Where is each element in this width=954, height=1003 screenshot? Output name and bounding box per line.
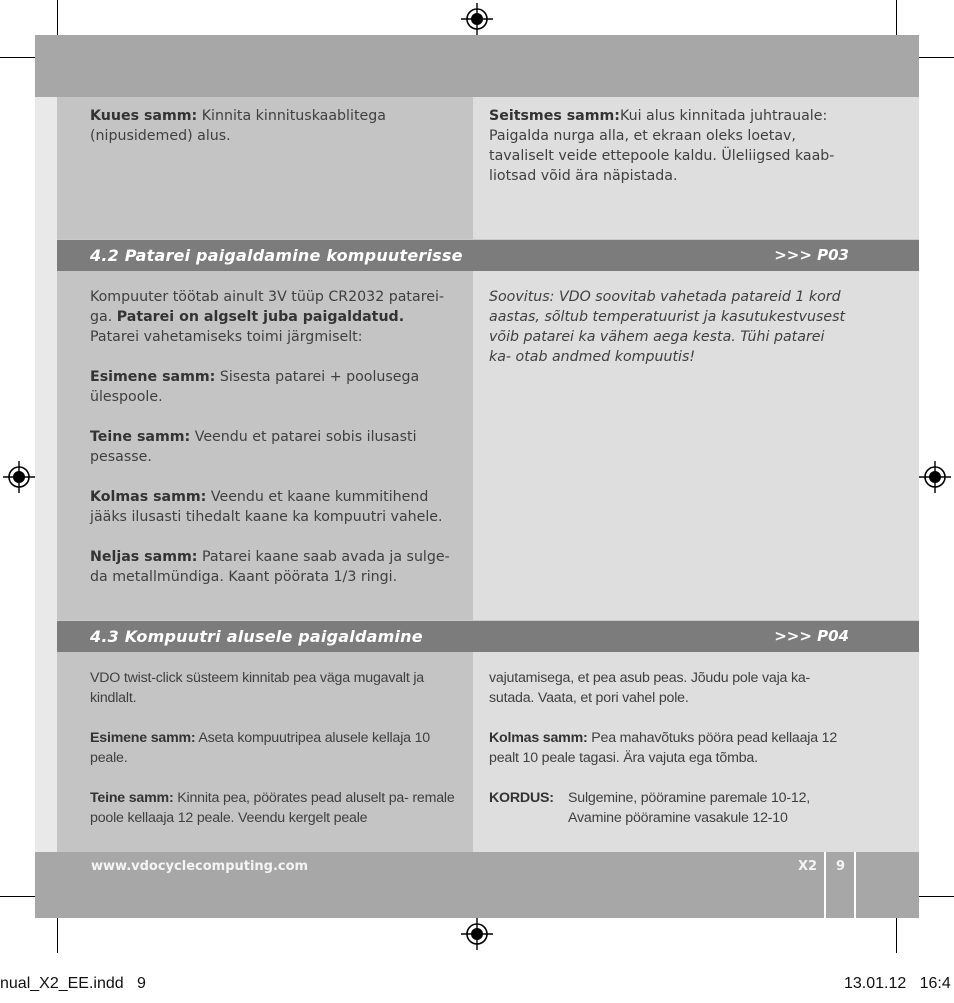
header-band (35, 35, 919, 97)
footer-url: www.vdocyclecomputing.com (91, 859, 309, 874)
section-43-right-text (489, 668, 854, 828)
battery-step-3 (90, 487, 455, 527)
step-label: Kolmas samm: (489, 730, 588, 746)
crop-mark (0, 896, 35, 897)
step-body: Veendu et kaane kummitihend jääks ilusasti tihedalt kaane ka kompuutri vahele. (90, 489, 443, 525)
step-label: Esimene samm: (90, 369, 216, 385)
footer-divider (824, 852, 826, 918)
step-body: Sisesta patarei + poolusega ülespoole. (90, 369, 420, 405)
kordus-label: KORDUS: (489, 790, 554, 806)
kordus-summary (489, 788, 854, 828)
section-43-left-text (90, 668, 455, 848)
section-42-steps (90, 287, 455, 607)
registration-mark-icon (461, 3, 493, 35)
step-body: Kinnita pea, pöörates pead aluselt pa- remale poole kellaaja 12 peale. Veendu kergelt peale (90, 790, 455, 826)
step-label: Neljas samm: (90, 549, 198, 565)
crop-mark (57, 918, 58, 953)
section-43-ref: >>> P04 (774, 627, 849, 645)
crop-mark (896, 918, 897, 953)
crop-mark (919, 896, 954, 897)
step-body: Aseta kompuutripea alusele kellaja 10 peale. (90, 730, 430, 766)
step6-body: Kinnita kinnituskaablitega (nipusidemed) alus. (90, 108, 386, 144)
page-number: 9 (836, 859, 846, 874)
left-margin-strip (35, 97, 57, 852)
intro-bold: Patarei on algselt juba paigaldatud. (116, 309, 405, 325)
kordus-line-2: Avamine pööramine vasakule 12-10 (568, 810, 788, 826)
mount-continued: vajutamisega, et pea asub peas. Jõudu pole vaja ka- sutada. Vaata, et pori vahel pole. (489, 670, 811, 706)
crop-mark (57, 0, 58, 35)
registration-mark-icon (461, 918, 493, 950)
kordus-line-1: Sulgemine, pööramine paremale 10-12, (568, 790, 811, 806)
crop-mark (919, 57, 954, 58)
slug-filename: nual_X2_EE.indd 9 (0, 975, 146, 992)
step-label: Teine samm: (90, 429, 191, 445)
registration-mark-icon (919, 461, 951, 493)
step-label: Kolmas samm: (90, 489, 207, 505)
intro-text: Kompuuter töötab ainult 3V tüüp CR2032 patarei- ga. (90, 289, 445, 325)
crop-mark (0, 57, 35, 58)
battery-step-2 (90, 427, 455, 467)
mount-step-2 (90, 788, 455, 828)
step-body: Pea mahavõtuks pööra pead kellaaja 12 pealt 10 peale tagasi. Ära vajuta ega tõmba. (489, 730, 838, 766)
registration-mark-icon (3, 461, 35, 493)
crop-mark (896, 0, 897, 35)
battery-step-4 (90, 547, 455, 587)
mount-step-1 (90, 728, 455, 768)
section-42-intro (90, 287, 455, 347)
step7-text (489, 106, 859, 186)
step-label: Teine samm: (90, 790, 174, 806)
section-42-ref: >>> P03 (774, 246, 849, 264)
battery-step-1 (90, 367, 455, 407)
section-42-header (57, 240, 919, 271)
battery-note: Soovitus: VDO soovitab vahetada patareid 1 kord aastas, sõltub temperatuurist ja kasutukestvusest võib patarei ka vähem aega kesta. Tühi patarei ka- otab andmed kompuutis! (489, 289, 846, 365)
section-43-title: 4.3 Kompuutri alusele paigaldamine (90, 627, 423, 646)
step7-label: Seitsmes samm: (489, 108, 620, 124)
footer-model: X2 (798, 859, 818, 874)
step-body: Veendu et patarei sobis ilusasti pesasse. (90, 429, 417, 465)
step6-text (90, 106, 460, 146)
page-footer (35, 852, 919, 918)
mount-intro: VDO twist-click süsteem kinnitab pea väga mugavalt ja kindlalt. (90, 670, 424, 706)
section-43-header (57, 621, 919, 652)
footer-divider (854, 852, 856, 918)
slug-date: 13.01.12 16:4 (844, 975, 951, 992)
step-body: Patarei kaane saab avada ja sulge- da metallmündiga. Kaant pöörata 1/3 ringi. (90, 549, 450, 585)
section-42-title: 4.2 Patarei paigaldamine kompuuterisse (90, 246, 463, 265)
step6-label: Kuues samm: (90, 108, 198, 124)
mount-step-3 (489, 728, 854, 768)
step7-body: Kui alus kinnitada juhtrauale: Paigalda nurga alla, et ekraan oleks loetav, tavaliselt veide ettepoole kaldu. Üleliigsed kaab- liotsad võid ära näpistada. (489, 108, 835, 184)
intro-text-end: Patarei vahetamiseks toimi järgmiselt: (90, 329, 363, 345)
step-label: Esimene samm: (90, 730, 196, 746)
